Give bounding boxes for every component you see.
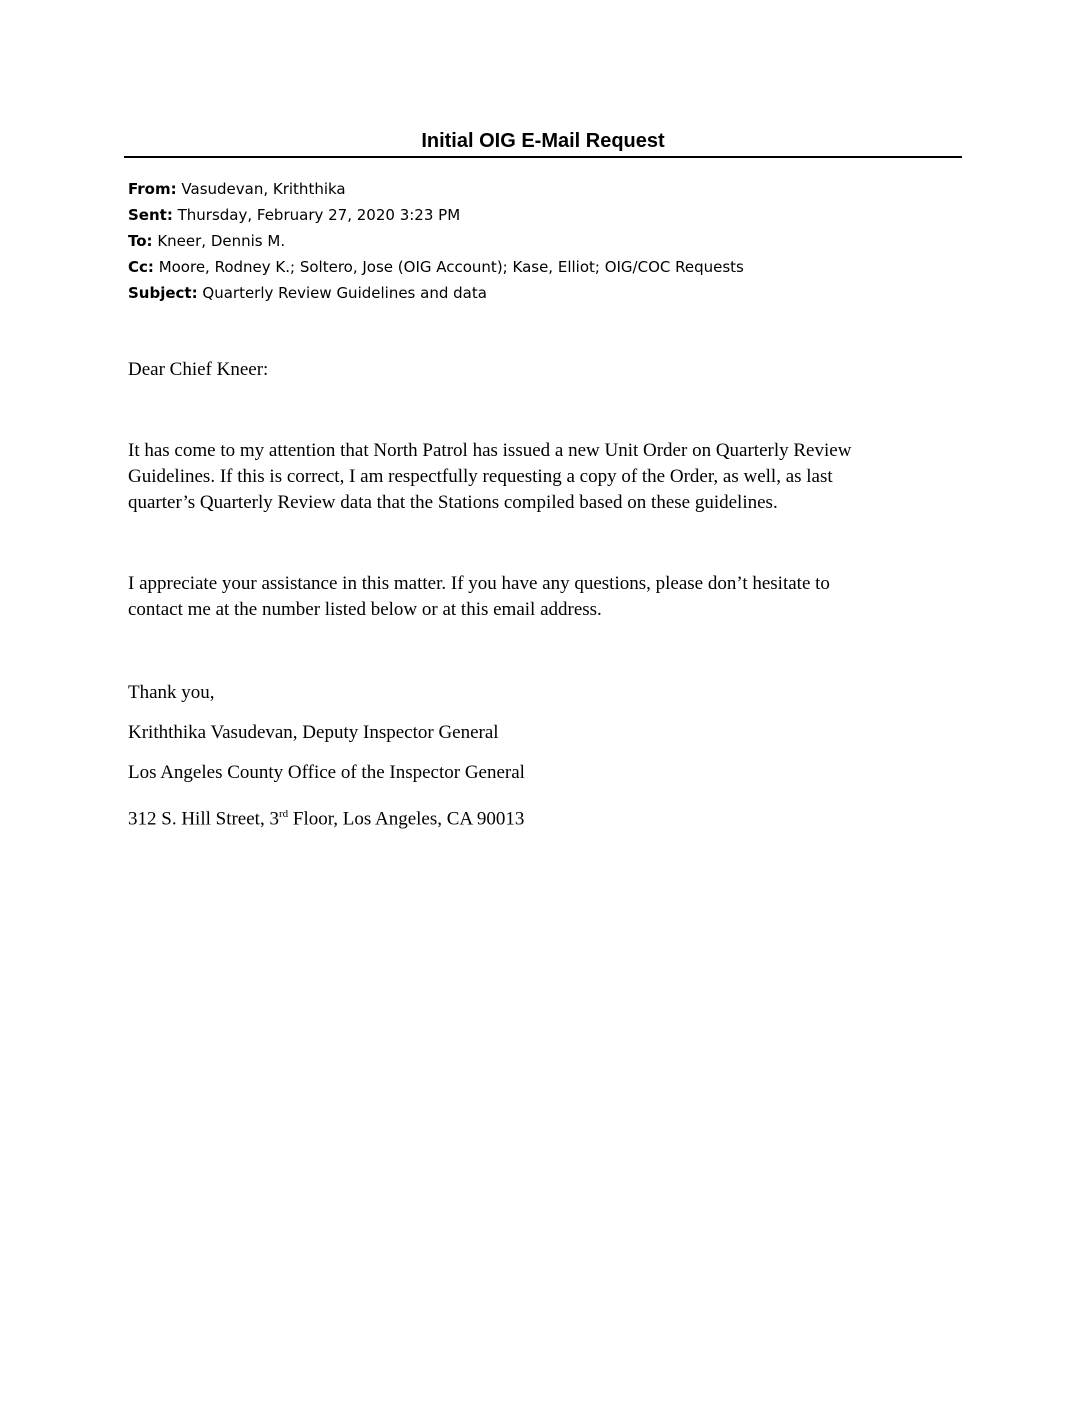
subject-label: Subject: [128, 284, 198, 302]
signature-org: Los Angeles County Office of the Inspector General [128, 762, 525, 783]
cc-value: Moore, Rodney K.; Soltero, Jose (OIG Account); Kase, Elliot; OIG/COC Requests [158, 258, 744, 276]
to-label: To: [128, 232, 153, 250]
subject-value: Quarterly Review Guidelines and data [202, 284, 487, 302]
address-part: 312 S. Hill Street, 3 [128, 808, 279, 830]
title-rule [124, 156, 962, 158]
para2-line: I appreciate your assistance in this matter. If you have any questions, please don’t hesitate to [128, 573, 830, 594]
document-title: Initial OIG E-Mail Request [421, 130, 665, 152]
cc-label: Cc: [128, 258, 154, 276]
para1-line: quarter’s Quarterly Review data that the Stations compiled based on these guidelines. [128, 492, 778, 513]
closing: Thank you, [128, 682, 215, 703]
greeting: Dear Chief Kneer: [128, 359, 269, 380]
sent-line [128, 202, 744, 228]
address-superscript: rd [278, 808, 289, 820]
signature-name: Kriththika Vasudevan, Deputy Inspector General [128, 722, 499, 743]
from-label: From: [128, 180, 177, 198]
from-line [128, 176, 744, 202]
from-value: Vasudevan, Kriththika [181, 180, 346, 198]
to-line [128, 228, 744, 254]
sent-label: Sent: [128, 206, 173, 224]
paragraph-1 [128, 438, 958, 516]
address-part: Floor, Los Angeles, CA 90013 [288, 808, 525, 830]
to-value: Kneer, Dennis M. [157, 232, 286, 250]
email-header [128, 176, 744, 306]
cc-line [128, 254, 744, 280]
para1-line: Guidelines. If this is correct, I am respectfully requesting a copy of the Order, as well, as last [128, 466, 833, 487]
para2-line: contact me at the number listed below or at this email address. [128, 599, 602, 620]
sent-value: Thursday, February 27, 2020 3:23 PM [177, 206, 461, 224]
para1-line: It has come to my attention that North Patrol has issued a new Unit Order on Quarterly Review [128, 440, 852, 461]
signature-address [128, 801, 958, 832]
subject-line [128, 280, 744, 306]
paragraph-2 [128, 571, 958, 623]
